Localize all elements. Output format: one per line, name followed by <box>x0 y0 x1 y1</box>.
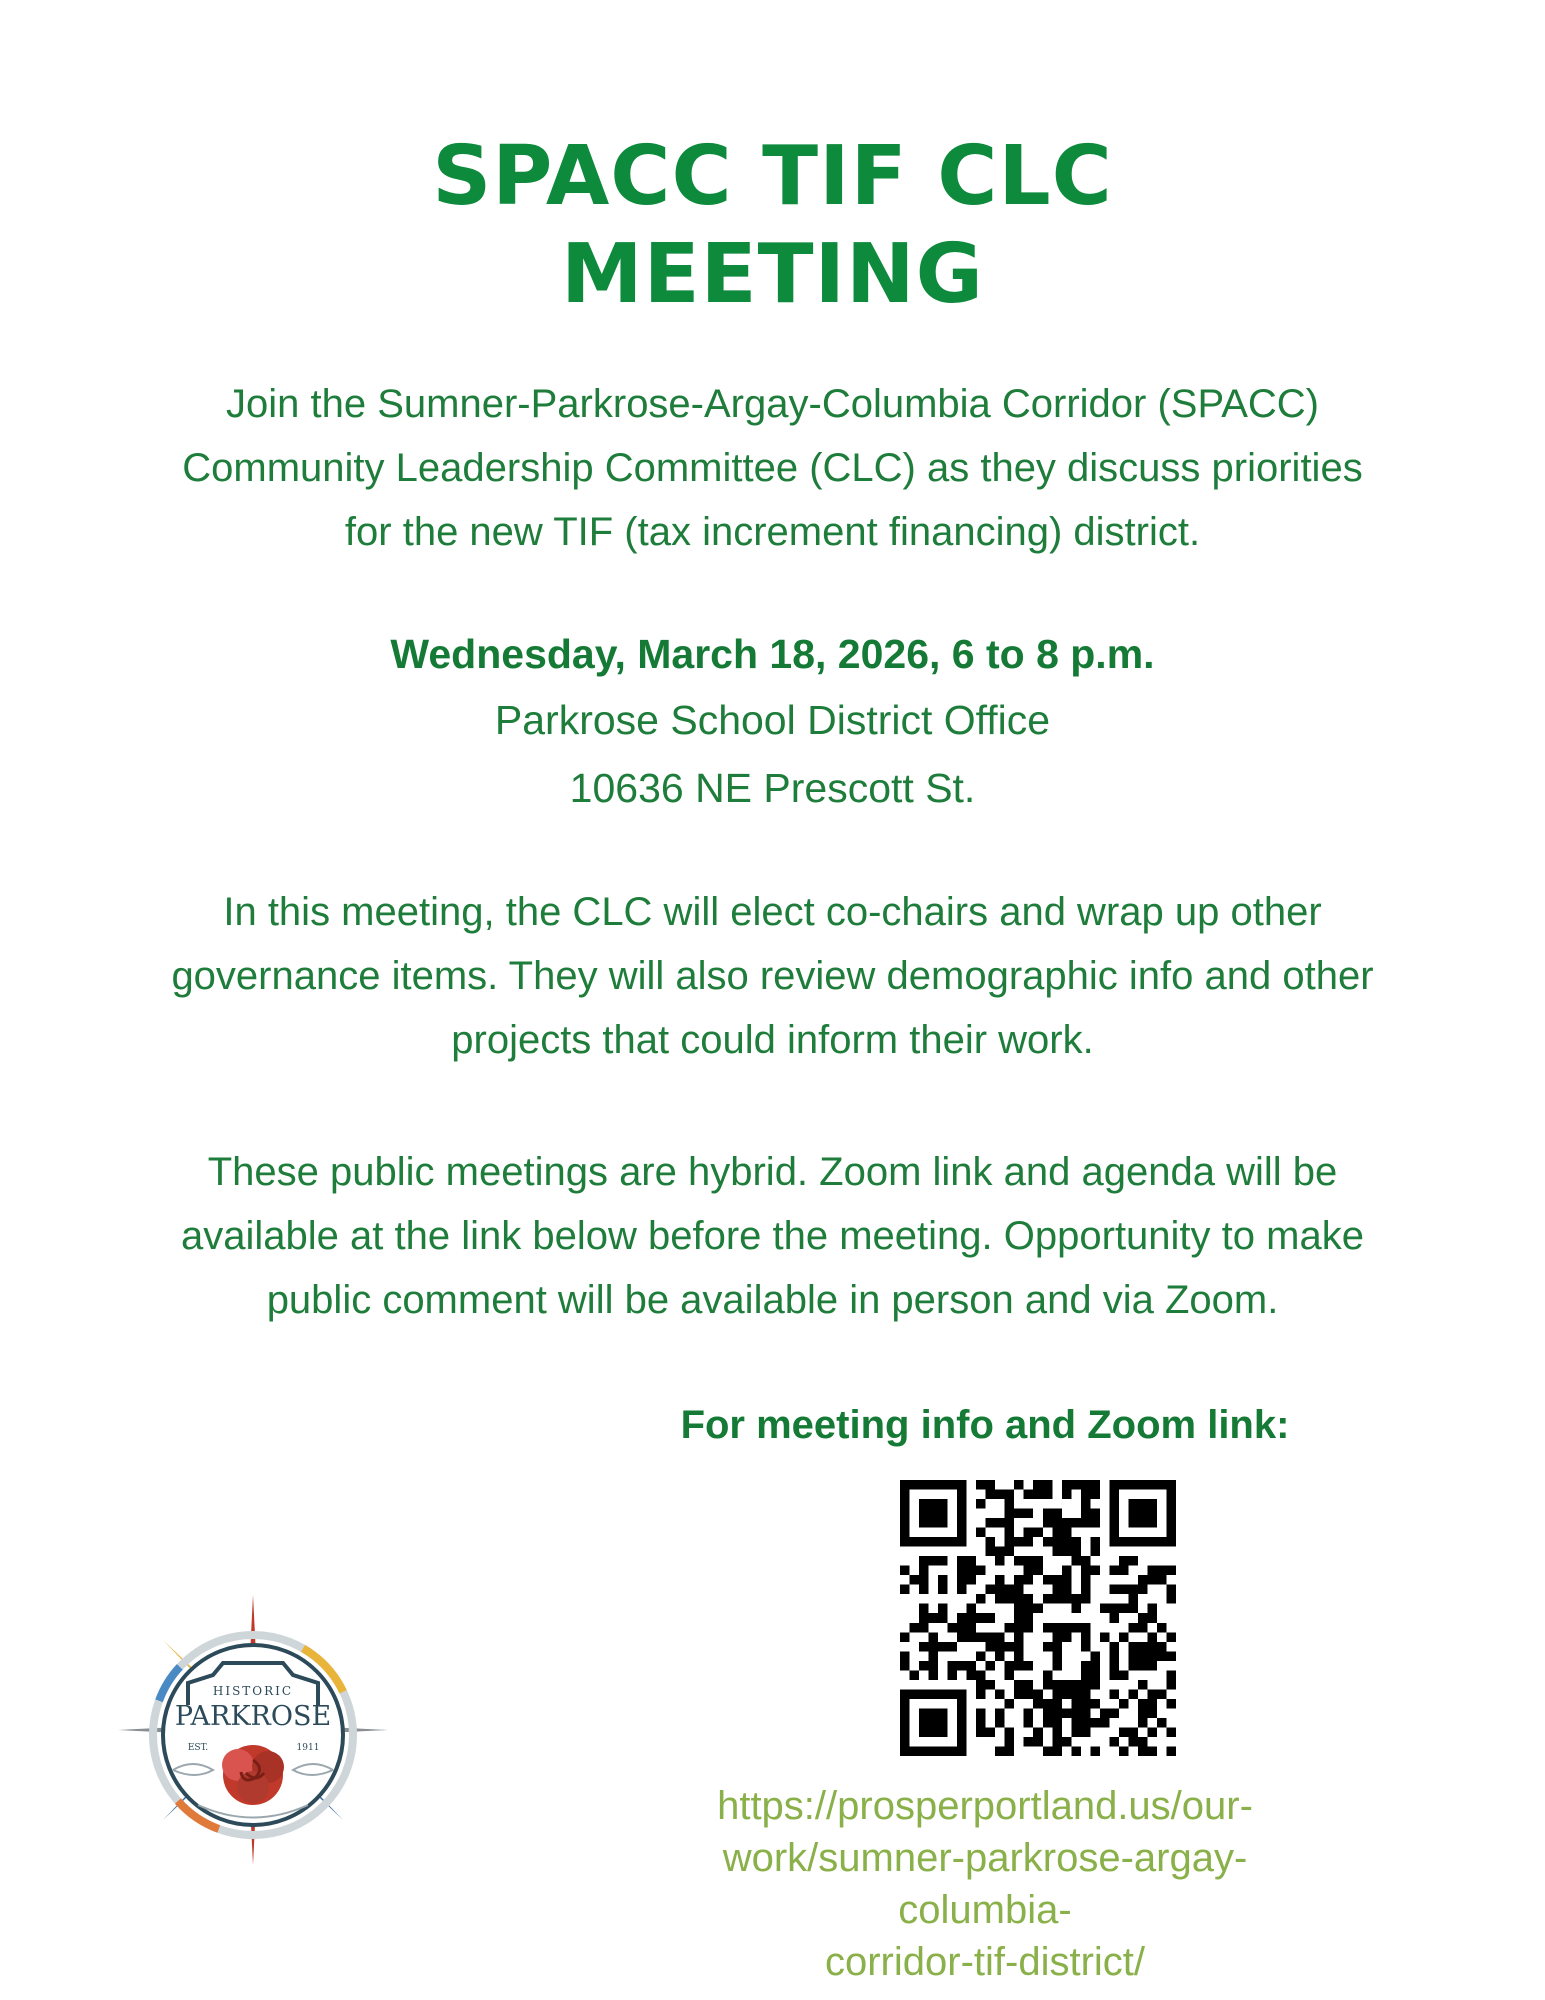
hybrid-line-2: available at the link below before the meeting. Opportunity to make <box>181 1214 1364 1258</box>
event-date-time: Wednesday, March 18, 2026, 6 to 8 p.m. <box>390 631 1155 677</box>
page-title <box>0 128 1545 324</box>
event-location-name: Parkrose School District Office <box>494 697 1051 743</box>
meeting-info-link[interactable] <box>640 1780 1330 1988</box>
logo-top-text: HISTORIC <box>212 1684 294 1698</box>
hybrid-line-1: These public meetings are hybrid. Zoom link and agenda will be <box>207 1150 1338 1194</box>
logo-name: PARKROSE <box>174 1701 332 1732</box>
intro-paragraph <box>40 372 1505 564</box>
intro-line-2: Community Leadership Committee (CLC) as they discuss priorities <box>182 446 1363 490</box>
agenda-line-3: projects that could inform their work. <box>451 1018 1094 1062</box>
url-line-3: corridor-tif-district/ <box>824 1940 1146 1984</box>
event-address: 10636 NE Prescott St. <box>569 765 976 811</box>
meeting-info-heading: For meeting info and Zoom link: <box>680 1403 1290 1447</box>
logo-est: EST. <box>187 1743 209 1753</box>
hybrid-line-3: public comment will be available in person and via Zoom. <box>266 1278 1279 1322</box>
intro-line-3: for the new TIF (tax increment financing) district. <box>344 510 1201 554</box>
event-details <box>0 622 1545 822</box>
historic-parkrose-logo <box>118 1595 388 1865</box>
agenda-paragraph <box>20 880 1525 1072</box>
agenda-line-1: In this meeting, the CLC will elect co-chairs and wrap up other <box>223 890 1322 934</box>
title-line-2: MEETING <box>560 227 984 322</box>
qr-code-icon[interactable] <box>900 1480 1176 1756</box>
hybrid-paragraph <box>20 1140 1525 1332</box>
logo-year: 1911 <box>296 1743 320 1753</box>
url-line-2: work/sumner-parkrose-argay-columbia- <box>722 1836 1248 1932</box>
title-line-1: SPACC TIF CLC <box>432 129 1113 224</box>
url-line-1: https://prosperportland.us/our- <box>717 1784 1253 1828</box>
agenda-line-2: governance items. They will also review demographic info and other <box>171 954 1374 998</box>
intro-line-1: Join the Sumner-Parkrose-Argay-Columbia Corridor (SPACC) <box>226 382 1319 426</box>
